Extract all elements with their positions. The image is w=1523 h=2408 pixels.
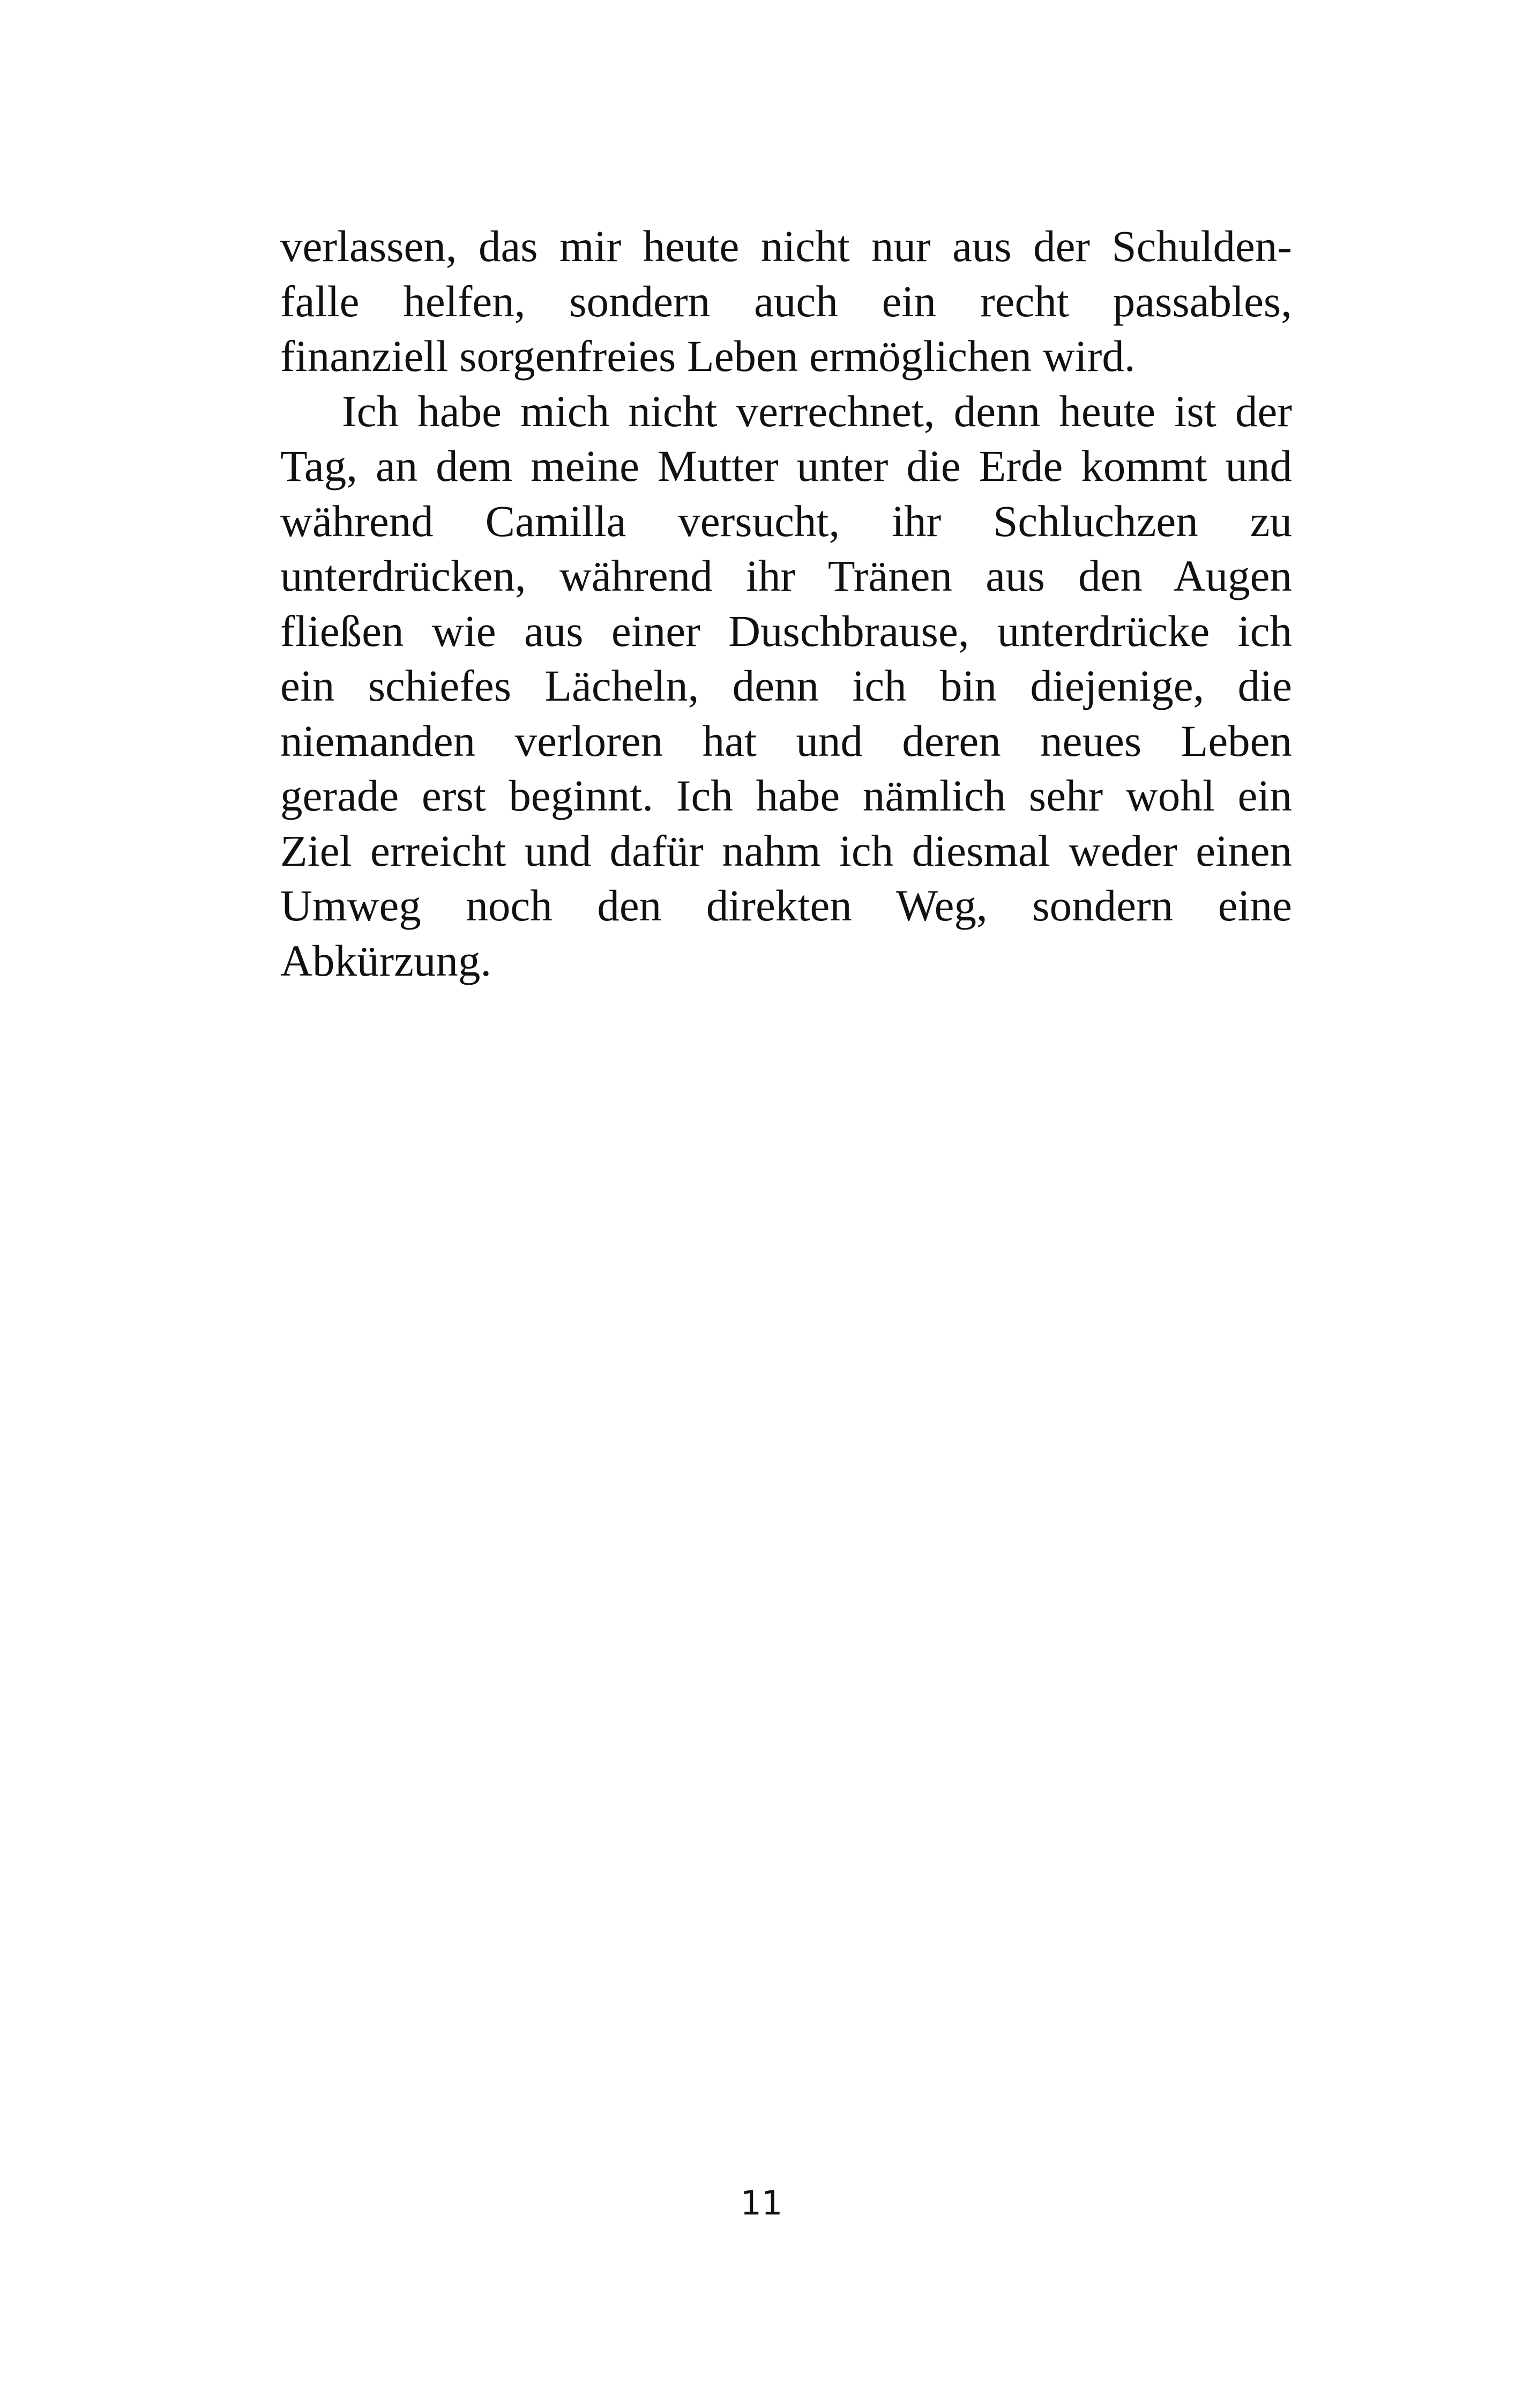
text-line: finanziell sorgenfreies Leben ermöglichen wird. (280, 331, 1136, 381)
text-line: ein schiefes Lächeln, denn ich bin diejenige, die (280, 661, 1292, 710)
text-line: während Camilla versucht, ihr Schluchzen zu (280, 496, 1292, 546)
text-line: gerade erst beginnt. Ich habe nämlich sehr wohl ein (280, 771, 1292, 820)
body-text (280, 219, 1292, 988)
text-line: verlassen, das mir heute nicht nur aus der Schulden- (280, 221, 1292, 271)
text-line: falle helfen, sondern auch ein recht passables, (280, 276, 1292, 326)
text-line: Abkürzung. (280, 935, 492, 985)
text-line: Umweg noch den direkten Weg, sondern eine (280, 881, 1292, 930)
paragraph-1 (280, 219, 1292, 384)
text-line: Tag, an dem meine Mutter unter die Erde kommt und (280, 441, 1292, 490)
paragraph-2 (280, 384, 1292, 989)
text-line: niemanden verloren hat und deren neues Leben (280, 716, 1292, 765)
text-line: Ich habe mich nicht verrechnet, denn heute ist der (342, 386, 1292, 436)
text-line: unterdrücken, während ihr Tränen aus den Augen (280, 551, 1292, 600)
text-line: Ziel erreicht und dafür nahm ich diesmal weder einen (280, 826, 1292, 875)
text-line: fließen wie aus einer Duschbrause, unterdrücke ich (280, 606, 1292, 656)
page-number: 11 (740, 2183, 783, 2223)
